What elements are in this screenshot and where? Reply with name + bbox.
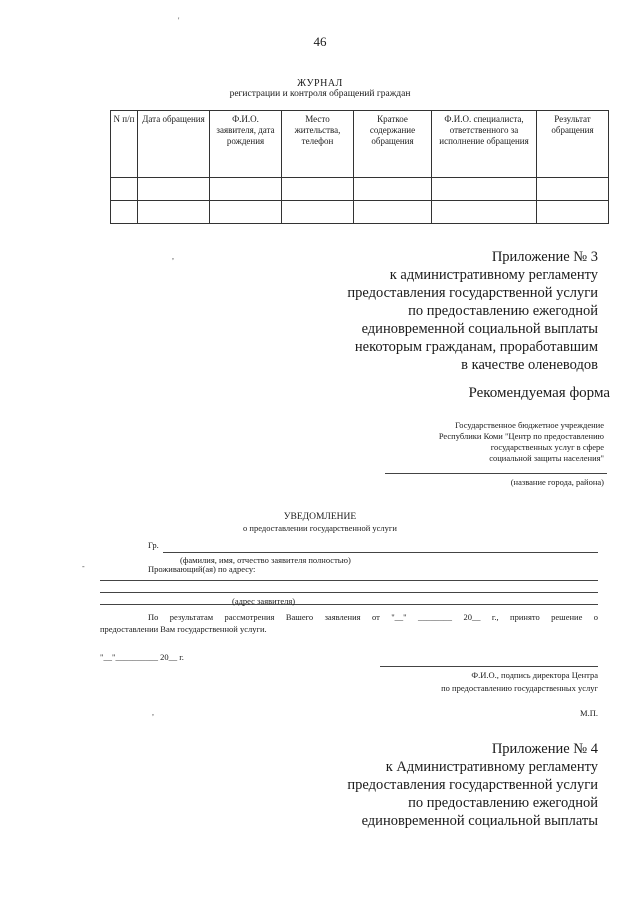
- notice-body-line: предоставлении Вам государственной услуги.: [100, 624, 267, 634]
- table-cell: [138, 178, 210, 201]
- scan-speck: -: [82, 562, 85, 571]
- journal-header-row: [111, 111, 609, 178]
- table-row: [111, 178, 609, 201]
- institution-line: Государственное бюджетное учреждение: [455, 420, 604, 430]
- table-cell: [282, 201, 354, 224]
- table-cell: [111, 178, 138, 201]
- appendix-3-line: предоставления государственной услуги: [347, 285, 598, 301]
- notice-subtitle: о предоставлении государственной услуги: [243, 523, 397, 533]
- address-fill-line: [100, 580, 598, 581]
- signature-caption: Ф.И.О., подпись директора Центра: [471, 670, 598, 680]
- notice-body-line: По результатам рассмотрения Вашего заявления от "__" ________ 20__ г., принято решение о: [148, 612, 598, 622]
- column-header: Результат обращения: [537, 111, 609, 178]
- appendix-3-line: Приложение № 3: [491, 249, 598, 265]
- residing-label: Проживающий(ая) по адресу:: [148, 564, 256, 574]
- appendix-4-line: Приложение № 4: [491, 741, 598, 757]
- journal-table: [110, 110, 609, 224]
- table-cell: [282, 178, 354, 201]
- appendix-4-line: предоставления государственной услуги: [347, 777, 598, 793]
- table-cell: [537, 201, 609, 224]
- table-cell: [210, 178, 282, 201]
- appendix-4-line: по предоставлению ежегодной: [408, 795, 598, 811]
- stamp-label: М.П.: [580, 708, 598, 718]
- institution-line: Республики Коми "Центр по предоставлению: [438, 431, 604, 441]
- column-header: Дата обращения: [138, 111, 210, 178]
- journal-subtitle: регистрации и контроля обращений граждан: [229, 89, 411, 99]
- table-cell: [354, 201, 432, 224]
- scan-speck: ,: [172, 252, 174, 261]
- table-cell: [432, 201, 537, 224]
- name-fill-line: [163, 552, 598, 553]
- table-row: [111, 201, 609, 224]
- notice-title: УВЕДОМЛЕНИЕ: [283, 512, 357, 522]
- address-fill-line: [100, 592, 598, 593]
- appendix-4-heading: [347, 740, 598, 830]
- column-header: Место жительства, телефон: [282, 111, 354, 178]
- address-caption: (адрес заявителя): [232, 596, 296, 606]
- name-caption: (фамилия, имя, отчество заявителя полностью): [180, 555, 351, 565]
- column-header: Краткое содержание обращения: [354, 111, 432, 178]
- city-fill-line: [385, 473, 607, 474]
- date-line: "__"__________ 20__ г.: [100, 652, 184, 662]
- table-cell: [138, 201, 210, 224]
- appendix-3-line: по предоставлению ежегодной: [408, 303, 598, 319]
- column-header: Ф.И.О. специалиста, ответственного за исполнение обращения: [432, 111, 537, 178]
- column-header: Ф.И.О. заявителя, дата рождения: [210, 111, 282, 178]
- citizen-label: Гр.: [148, 540, 159, 550]
- column-header: N п/п: [111, 111, 138, 178]
- appendix-3-line: единовременной социальной выплаты: [361, 321, 598, 337]
- city-caption: (название города, района): [510, 477, 604, 487]
- journal-title: ЖУРНАЛ: [297, 78, 343, 89]
- institution-name: [364, 420, 604, 464]
- appendix-3-heading: [347, 248, 598, 374]
- table-cell: [354, 178, 432, 201]
- scan-speck: ': [178, 16, 180, 25]
- appendix-3-line: в качестве оленеводов: [461, 357, 598, 373]
- signature-fill-line: [380, 666, 598, 667]
- recommended-form-label: Рекомендуемая форма: [468, 385, 610, 401]
- appendix-3-line: к административному регламенту: [389, 267, 598, 283]
- table-cell: [537, 178, 609, 201]
- institution-line: социальной защиты населения": [489, 453, 604, 463]
- appendix-4-line: единовременной социальной выплаты: [361, 813, 598, 829]
- page-number: 46: [313, 34, 327, 49]
- signature-caption: по предоставлению государственных услуг: [441, 683, 598, 693]
- table-cell: [111, 201, 138, 224]
- appendix-4-line: к Административному регламенту: [385, 759, 598, 775]
- address-fill-line: [100, 604, 598, 605]
- table-cell: [210, 201, 282, 224]
- table-cell: [432, 178, 537, 201]
- institution-line: государственных услуг в сфере: [490, 442, 604, 452]
- appendix-3-line: некоторым гражданам, проработавшим: [354, 339, 598, 355]
- scan-speck: ,: [152, 708, 154, 717]
